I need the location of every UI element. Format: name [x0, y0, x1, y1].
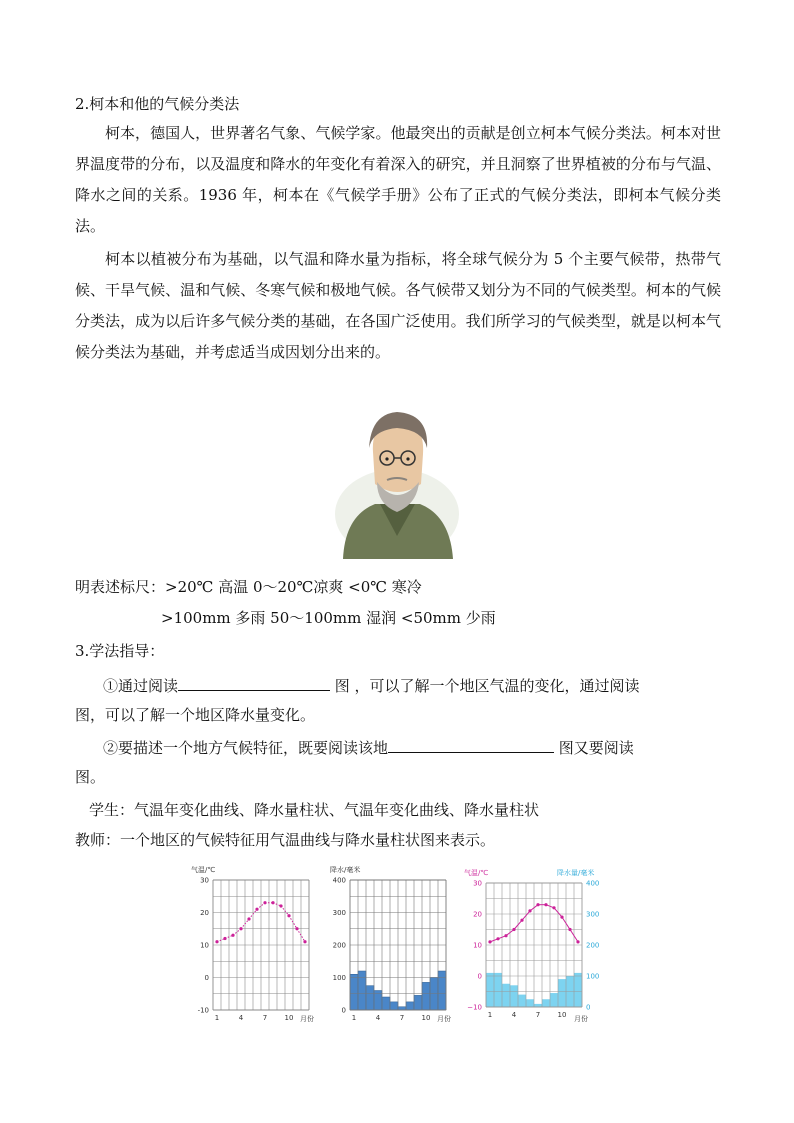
- temperature-point: [303, 940, 306, 943]
- temperature-chart-ytick: 10: [200, 941, 209, 950]
- combined-chart-xtick: 4: [511, 1011, 517, 1019]
- scale-line-2: >100mm 多雨 50～100mm 湿润 <50mm 少雨: [161, 609, 496, 627]
- combined-precipitation-bar: [518, 995, 526, 1007]
- combined-precipitation-bar: [494, 973, 502, 1007]
- temperature-chart-xtick: 1: [214, 1014, 220, 1022]
- temperature-point: [239, 927, 242, 930]
- guide-2-blank[interactable]: [388, 736, 554, 753]
- temperature-point: [287, 914, 290, 917]
- precipitation-bar: [358, 971, 366, 1010]
- precipitation-chart-xtick: 1: [351, 1014, 357, 1022]
- precipitation-chart-ytick: 400: [332, 876, 346, 885]
- guide-1-line: [103, 674, 640, 696]
- temperature-chart-ylabel: 气温/℃: [191, 866, 216, 874]
- temperature-chart-xlabel: 月份: [300, 1015, 314, 1023]
- combined-precipitation-bar: [486, 973, 494, 1007]
- temperature-point: [255, 908, 258, 911]
- guide-2-text-a: ②要描述一个地方气候特征，既要阅读该地: [103, 739, 389, 757]
- combined-precipitation-bar: [574, 973, 582, 1007]
- combined-chart-ytick-right: 200: [586, 941, 600, 950]
- precipitation-chart: [322, 860, 457, 1029]
- precipitation-chart-xtick: 7: [399, 1014, 405, 1022]
- temperature-chart-svg: [185, 860, 320, 1025]
- combined-chart-ytick-right: 300: [586, 910, 600, 919]
- precipitation-chart-ylabel: 降水/毫米: [330, 866, 361, 874]
- koppen-portrait-illustration: [335, 404, 460, 559]
- combined-temperature-point: [520, 919, 523, 922]
- precipitation-bar: [366, 986, 374, 1010]
- temperature-chart-xtick: 10: [284, 1014, 294, 1022]
- temperature-point: [295, 927, 298, 930]
- combined-chart-ylabel-left: 气温/℃: [464, 869, 489, 877]
- combined-chart-ytick-right: 0: [586, 1003, 591, 1012]
- precipitation-chart-ytick: 100: [332, 974, 346, 982]
- combined-chart-ytick-right: 100: [586, 972, 600, 981]
- temperature-point: [223, 937, 226, 940]
- precipitation-bar: [398, 1007, 406, 1010]
- temperature-point: [279, 904, 282, 907]
- precipitation-bar: [350, 974, 358, 1010]
- scale-line-1: 明表述标尺：>20℃ 高温 0～20℃凉爽 <0℃ 寒冷: [75, 578, 422, 596]
- temperature-chart-ytick: 30: [200, 876, 209, 885]
- precipitation-chart-ytick: 200: [332, 941, 346, 950]
- precipitation-bar: [414, 995, 422, 1010]
- guide-1-text-a: ①通过阅读: [103, 677, 179, 695]
- combined-temperature-point: [496, 937, 499, 940]
- combined-chart-ytick-left: 10: [473, 941, 482, 950]
- combined-chart-ytick-left: 30: [473, 879, 482, 888]
- guide-1-text-b: 图 ，可以了解一个地区气温的变化，通过阅读: [330, 677, 640, 695]
- paragraph-2: 柯本以植被分布为基础，以气温和降水量为指标，将全球气候分为 5 个主要气候带，热带气候、干旱气候、温和气候、冬寒气候和极地气候。各气候带又划分为不同的气候类型。柯本的气候分类法，成为以后许多气候分类的基础，在各国广泛使用。我们所学习的气候类型，就是以柯本气候分类法为基础，并考虑适当成因划分出来的。: [75, 250, 721, 361]
- combined-chart-xtick: 7: [535, 1011, 541, 1019]
- precipitation-bar: [374, 991, 382, 1011]
- combined-chart-xtick: 1: [487, 1011, 493, 1019]
- combined-chart-ytick-left: 20: [473, 910, 482, 919]
- precipitation-bar: [382, 997, 390, 1010]
- combined-chart-ylabel-right: 降水量/毫米: [557, 869, 595, 877]
- precipitation-chart-xtick: 10: [421, 1014, 431, 1022]
- combined-chart-xtick: 10: [557, 1011, 567, 1019]
- temperature-chart-xtick: 7: [262, 1014, 268, 1022]
- temperature-chart-ytick: 20: [200, 909, 209, 917]
- temperature-point: [215, 940, 218, 943]
- combined-temperature-point: [552, 906, 555, 909]
- combined-chart-ytick-left: 0: [477, 972, 482, 981]
- combined-precipitation-bar: [526, 999, 534, 1007]
- precipitation-bar: [438, 971, 446, 1010]
- combined-precipitation-bar: [558, 979, 566, 1007]
- combined-temperature-point: [568, 928, 571, 931]
- temperature-point: [263, 901, 266, 904]
- combined-temperature-point: [576, 940, 579, 943]
- precipitation-chart-svg: [322, 860, 457, 1025]
- precipitation-chart-ytick: 300: [332, 909, 346, 917]
- guide-1-cont: 图，可以了解一个地区降水量变化。: [75, 706, 316, 724]
- temperature-point: [247, 917, 250, 920]
- combined-chart-ytick-left: −10: [467, 1003, 482, 1012]
- precipitation-chart-xlabel: 月份: [437, 1015, 451, 1023]
- precipitation-chart-ytick: 0: [341, 1006, 346, 1015]
- section2-title: 2.柯本和他的气候分类法: [75, 95, 240, 113]
- student-line: 学生：气温年变化曲线、降水量柱状、气温年变化曲线、降水量柱状: [89, 801, 540, 819]
- combined-temperature-point: [536, 903, 539, 906]
- paragraph-1: 柯本，德国人，世界著名气象、气候学家。他最突出的贡献是创立柯本气候分类法。柯本对世界温度带的分布，以及温度和降水的年变化有着深入的研究，并且洞察了世界植被的分布与气温、降水之间的关系。1936 年，柯本在《气候学手册》公布了正式的气候分类法，即柯本气候分类法。: [75, 124, 721, 235]
- temperature-chart: [185, 860, 320, 1029]
- temperature-point: [271, 901, 274, 904]
- precipitation-bar: [406, 1002, 414, 1010]
- guide-2-text-b: 图又要阅读: [554, 739, 634, 757]
- combined-chart-ytick-right: 400: [586, 879, 600, 888]
- guide-2-cont: 图。: [75, 768, 106, 786]
- combined-temperature-point: [560, 916, 563, 919]
- combined-temperature-point: [528, 909, 531, 912]
- combined-temperature-point: [488, 940, 491, 943]
- temperature-chart-ytick: -10: [197, 1006, 209, 1015]
- precipitation-chart-xtick: 4: [375, 1014, 381, 1022]
- section3-title: 3.学法指导：: [75, 642, 165, 660]
- temperature-point: [231, 934, 234, 937]
- combined-precipitation-bar: [510, 985, 518, 1007]
- combined-precipitation-bar: [542, 999, 550, 1007]
- combined-temperature-point: [504, 934, 507, 937]
- temperature-chart-ytick: 0: [204, 974, 209, 982]
- combined-temperature-point: [544, 903, 547, 906]
- precipitation-bar: [422, 982, 430, 1010]
- combined-precipitation-bar: [550, 993, 558, 1007]
- combined-precipitation-bar: [502, 984, 510, 1007]
- guide-2-line: [103, 736, 634, 758]
- combined-chart-xlabel: 月份: [574, 1015, 588, 1023]
- combined-chart-svg: [462, 865, 610, 1025]
- combined-temperature-point: [512, 928, 515, 931]
- combined-climate-chart: [462, 865, 610, 1029]
- temperature-chart-xtick: 4: [238, 1014, 244, 1022]
- precipitation-bar: [390, 1002, 398, 1010]
- teacher-line: 教师：一个地区的气候特征用气温曲线与降水量柱状图来表示。: [75, 831, 496, 849]
- combined-precipitation-bar: [534, 1004, 542, 1007]
- guide-1-blank[interactable]: [178, 674, 330, 691]
